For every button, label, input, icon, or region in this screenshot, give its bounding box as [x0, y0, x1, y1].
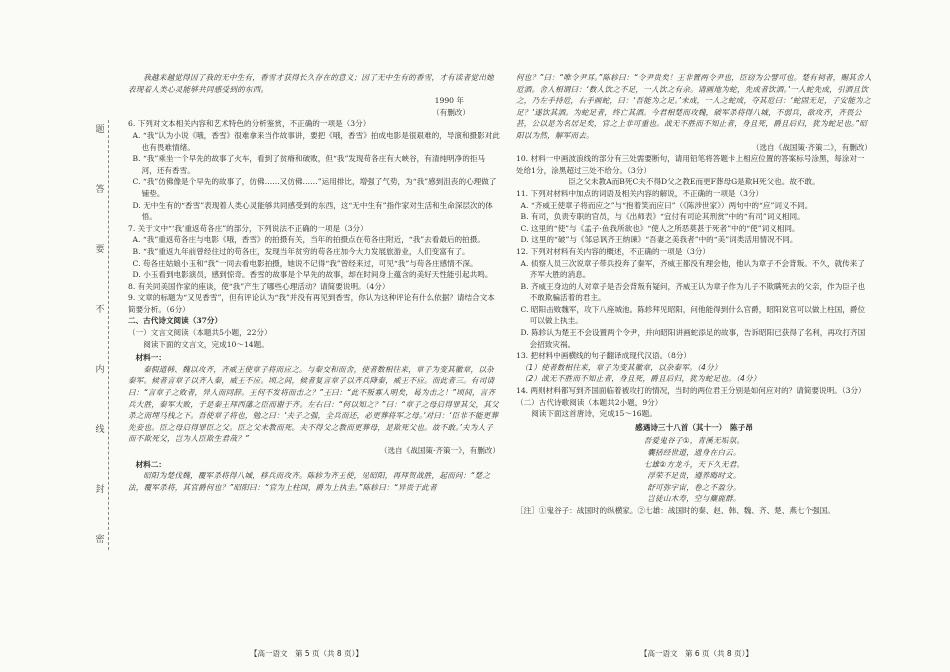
question-13: 13. 把材料中画横线的句子翻译成现代汉语。（8分）: [516, 351, 691, 361]
binding-char: 线: [95, 425, 105, 435]
binding-char: 答: [95, 185, 105, 195]
material-2-continued: 何也？”曰：“唯令尹耳。”陈轸曰：“令尹贵矣！王非置两令尹也，臣窃为公譬可也。楚有祠者，赐其舍人卮酒。舍人相谓曰：‘数人饮之不足，一人饮之有余。请画地为蛇，先成者饮酒。’一人蛇先成，引酒且饮之，乃左手持卮，右手画蛇，曰：‘吾能为之足。’未成，一人之蛇成，夺其卮曰：‘蛇固无足，子安能为之足？’遂饮其酒。为蛇足者，终亡其酒。今君相楚而攻魏，破军杀将得八城，不弱兵，欲攻齐，齐畏公甚，公以是为名居足矣，官之上非可重也。战无不胜而不知止者，身且死，爵且后归，犹为蛇足也。”昭阳以为然，解军而去。: [516, 73, 872, 140]
material-2-source: （选自《战国策·齐策二》，有删改）: [751, 142, 872, 152]
question-8: 8. 有关同美国作家的座谈，使“我”产生了哪些心理活动？请简要说明。（4分）: [128, 281, 390, 291]
subsection-heading: （一）文言文阅读（本题共5小题，22分）: [128, 328, 272, 338]
passage-paragraph: 我越来越觉得因了我的无中生有，香雪才获得长久存在的意义；因了无中生有的香雪，才有读者觉出她表现着人类心灵能够共同感受到的东西。: [128, 73, 494, 94]
material-2-text: 昭阳为楚伐魏，覆军杀将得八城，移兵而攻齐。陈轸为齐王使，见昭阳，再拜贺战胜，起而问：“楚之法，覆军杀将，其官爵何也？”昭阳曰：“官为上柱国，爵为上执圭。”陈轸曰：“异贵于此者: [128, 471, 491, 492]
poem-line: 浮荣不足贵，遵养晦时文。: [647, 471, 741, 481]
binding-strip: [92, 120, 126, 550]
option-6a: A. “我”认为小说《哦，香雪》很难拿来当作故事讲，要把《哦，香雪》拍成电影是很艰难的，导演和摄影对此也有畏难情绪。: [132, 130, 500, 152]
question-6: 6. 下列对文本相关内容和艺术特色的分析鉴赏，不正确的一项是（3分）: [128, 119, 371, 129]
option-6d: D. 无中生有的“香雪”表现着人类心灵能够共同感受到的东西，这“无中生有”指作家对生活和生命深层次的体悟。: [132, 200, 493, 222]
binding-char: 题: [95, 125, 105, 135]
left-column: [128, 72, 500, 493]
question-10-sentence: 臣之父未教A而B死C夫不得D父之教E而更F葬母G是欺H死父也。故不敢。: [568, 177, 820, 187]
option-6b: B. “我”乘坐一个早先的故事了火车，看到了贫瘠和破败，但“我”发现苟各庄有大峡谷，有清纯明净的拒马河，还有香雪。: [132, 154, 486, 175]
poem-line: 囊括经世道，遗身在白云。: [647, 448, 741, 457]
question-11: 11. 下列对材料中加点的词语及相关内容的解说，不正确的一项是（3分）: [516, 188, 764, 198]
binding-char: 封: [95, 485, 105, 495]
binding-char: 要: [95, 245, 105, 255]
page-footer-left: 【高一语文 第 5 页（共 8 页）】: [250, 649, 363, 658]
option-12c: C. 昭阳击败魏军，攻下八座城池。陈轸拜见昭阳，问他能得到什么官爵，昭阳说官可以做上柱国，爵位可以做上执圭。: [520, 304, 866, 326]
material-1-source: （选自《战国策·齐策一》，有删改）: [379, 446, 500, 455]
option-11d: D. 这里的“破”与《邹忌讽齐王纳谏》“吾妻之美我者”中的“美”词类活用情况不同。: [520, 235, 798, 245]
option-7c: C. 苟各庄姑娘小玉和“我”一同去看电影拍摄，她说不记得“我”曾经来过，可见“我”与苟各庄感情不深。: [132, 258, 478, 268]
binding-char: 密: [95, 535, 105, 545]
question-13-part-1: （1）使者数相往来，章子为变其徽章，以杂秦军。（4分）: [520, 362, 722, 372]
poem-title: 感遇诗三十八首（其十一） 陈子昂: [635, 422, 753, 432]
subsection-heading-2: （二）古代诗歌阅读（本题共2小题，9分）: [516, 397, 663, 407]
option-7d: D. 小玉看到电影演员，感到惊奇。香雪的故事是个早先的故事，却在时间身上蕴含的美好天性能引起共鸣。: [132, 270, 493, 280]
material-1-title: 材料一：: [135, 353, 166, 363]
poem-note: ［注］①鬼谷子：战国时的纵横家。②七雄：战国时的秦、赵、韩、魏、齐、楚、燕七个强国。: [516, 505, 835, 515]
question-14: 14. 两则材料都写到齐国面临着被攻打的情况，当时的两位君王分别是如何应对的？请简要说明。（3分）: [516, 386, 866, 396]
question-7: 7. 关于文中“‘我’重返苟各庄”的部分，下列说法不正确的一项是（3分）: [128, 223, 368, 233]
reading-instruction: 阅读下面的文言文，完成10～14题。: [143, 339, 269, 349]
poem-line: 七雄②方龙斗，天下久无君。: [643, 459, 745, 469]
question-9: 9. 文章的标题为“又见香雪”，但有评论认为“我”并没有再见到香雪，你认为这种评论有什么依据？请结合文本简要分析。（6分）: [128, 293, 495, 314]
option-12d: D. 陈轸认为楚王不会设置两个令尹，并向昭阳讲画蛇添足的故事，告诉昭阳已获得了名利，再攻打齐国会招致灾祸。: [520, 328, 866, 349]
binding-dashed-line: [108, 120, 109, 550]
binding-char: 内: [95, 365, 105, 375]
poem-line: 舒可弥宇宙，卷之不盈分。: [647, 482, 741, 492]
option-11b: B. 有司，负责专职的官员，与《出师表》“宜付有司论其刑赏”中的“有司”词义相同。: [520, 212, 805, 222]
question-13-part-2: （2）战无不胜而不知止者，身且死，爵且后归，犹为蛇足也。（4分）: [520, 374, 761, 384]
passage-note: （有删改）: [432, 107, 470, 117]
right-column: [516, 72, 872, 517]
option-11a: A. “齐威王使章子将而应之”与“抱着笑而应曰”（《陈涉世家》）两句中的“应”词义不同。: [520, 200, 813, 210]
passage-date: 1990 年: [434, 96, 464, 106]
option-7a: A. “我”重返苟各庄与电影《哦，香雪》的拍摄有关，当年的拍摄点在苟各庄附近，“我”去看最后的拍摄。: [132, 235, 485, 245]
page-footer-right: 【高一语文 第 6 页（共 8 页）】: [640, 649, 753, 658]
option-11c: C. 这里的“使”与《孟子·鱼我所欲也》“使人之所恶莫甚于死者”中的“使”词义相同。: [520, 223, 800, 233]
option-12b: B. 齐威王身边的人对章子是否会背叛有疑问，齐威王认为章子作为儿子不欺瞒死去的父亲，作为臣子也不敢欺骗活着的君主。: [520, 281, 866, 303]
section-heading: 二、古代诗文阅读（37分）: [128, 316, 223, 326]
question-12: 12. 下列对材料有关内容的概述，不正确的一项是（3分）: [516, 246, 710, 256]
binding-char: 不: [95, 305, 105, 315]
material-1-text: 秦假道韩、魏以攻齐，齐威王使章子将而应之。与秦交和而舍，使者数相往来，章子为变其徽章，以杂秦军。候者言章子以齐入秦，威王不应。顷之间，候者复言章子以齐兵降秦，威王不应。而此者三。有司请曰：“言章子之败者，异人而同辞。王何不发将而击之？”王曰：“此不叛寡人明矣，曷为击之！”顷间，言齐兵大胜，秦军大败，于是秦王拜西藩之臣而谢于齐。左右曰：“何以知之？”曰：“章子之母启得罪其父，其父杀之而埋马栈之下。吾使章子将也，勉之曰：‘夫子之强，全兵而还，必更葬将军之母。’对曰：‘臣非不能更葬先妾也。臣之母启得罪臣之父。臣之父未教而死。夫不得父之教而更葬母，是欺死父也。故不敢。’夫为人子而不欺死父，岂为人臣欺生君哉？”: [128, 364, 499, 444]
reading-instruction-2: 阅读下面这首唐诗，完成15～16题。: [531, 409, 657, 419]
option-12a: A. 侦察人员三次说章子带兵投奔了秦军，齐威王都没有理会他，他认为章子不会背叛。不久，就传来了齐军大胜的消息。: [520, 258, 865, 280]
option-7b: B. “我”重返九年前曾经住过的苟各庄，发现当年贫穷的苟各庄加今大力发展旅游业，人们变富有了。: [132, 246, 470, 256]
poem-line: 岂徒山木寿，空与麋鹿群。: [647, 494, 741, 504]
option-6c: C. “我”仿佛像是个早先的故事了，仿佛……又仿佛……”运用排比，增强了气势，为“我”感到沮丧的心理做了铺垫。: [132, 177, 497, 198]
question-10: 10. 材料一中画波浪线的部分有三处需要断句，请用铅笔将答题卡上相应位置的答案标号涂黑，每涂对一处给1分，涂黑超过三处不给分。（3分）: [516, 154, 865, 175]
material-2-title: 材料二：: [135, 459, 166, 469]
poem-line: 吾爱鬼谷子①，青溪无垢氛。: [643, 436, 745, 446]
